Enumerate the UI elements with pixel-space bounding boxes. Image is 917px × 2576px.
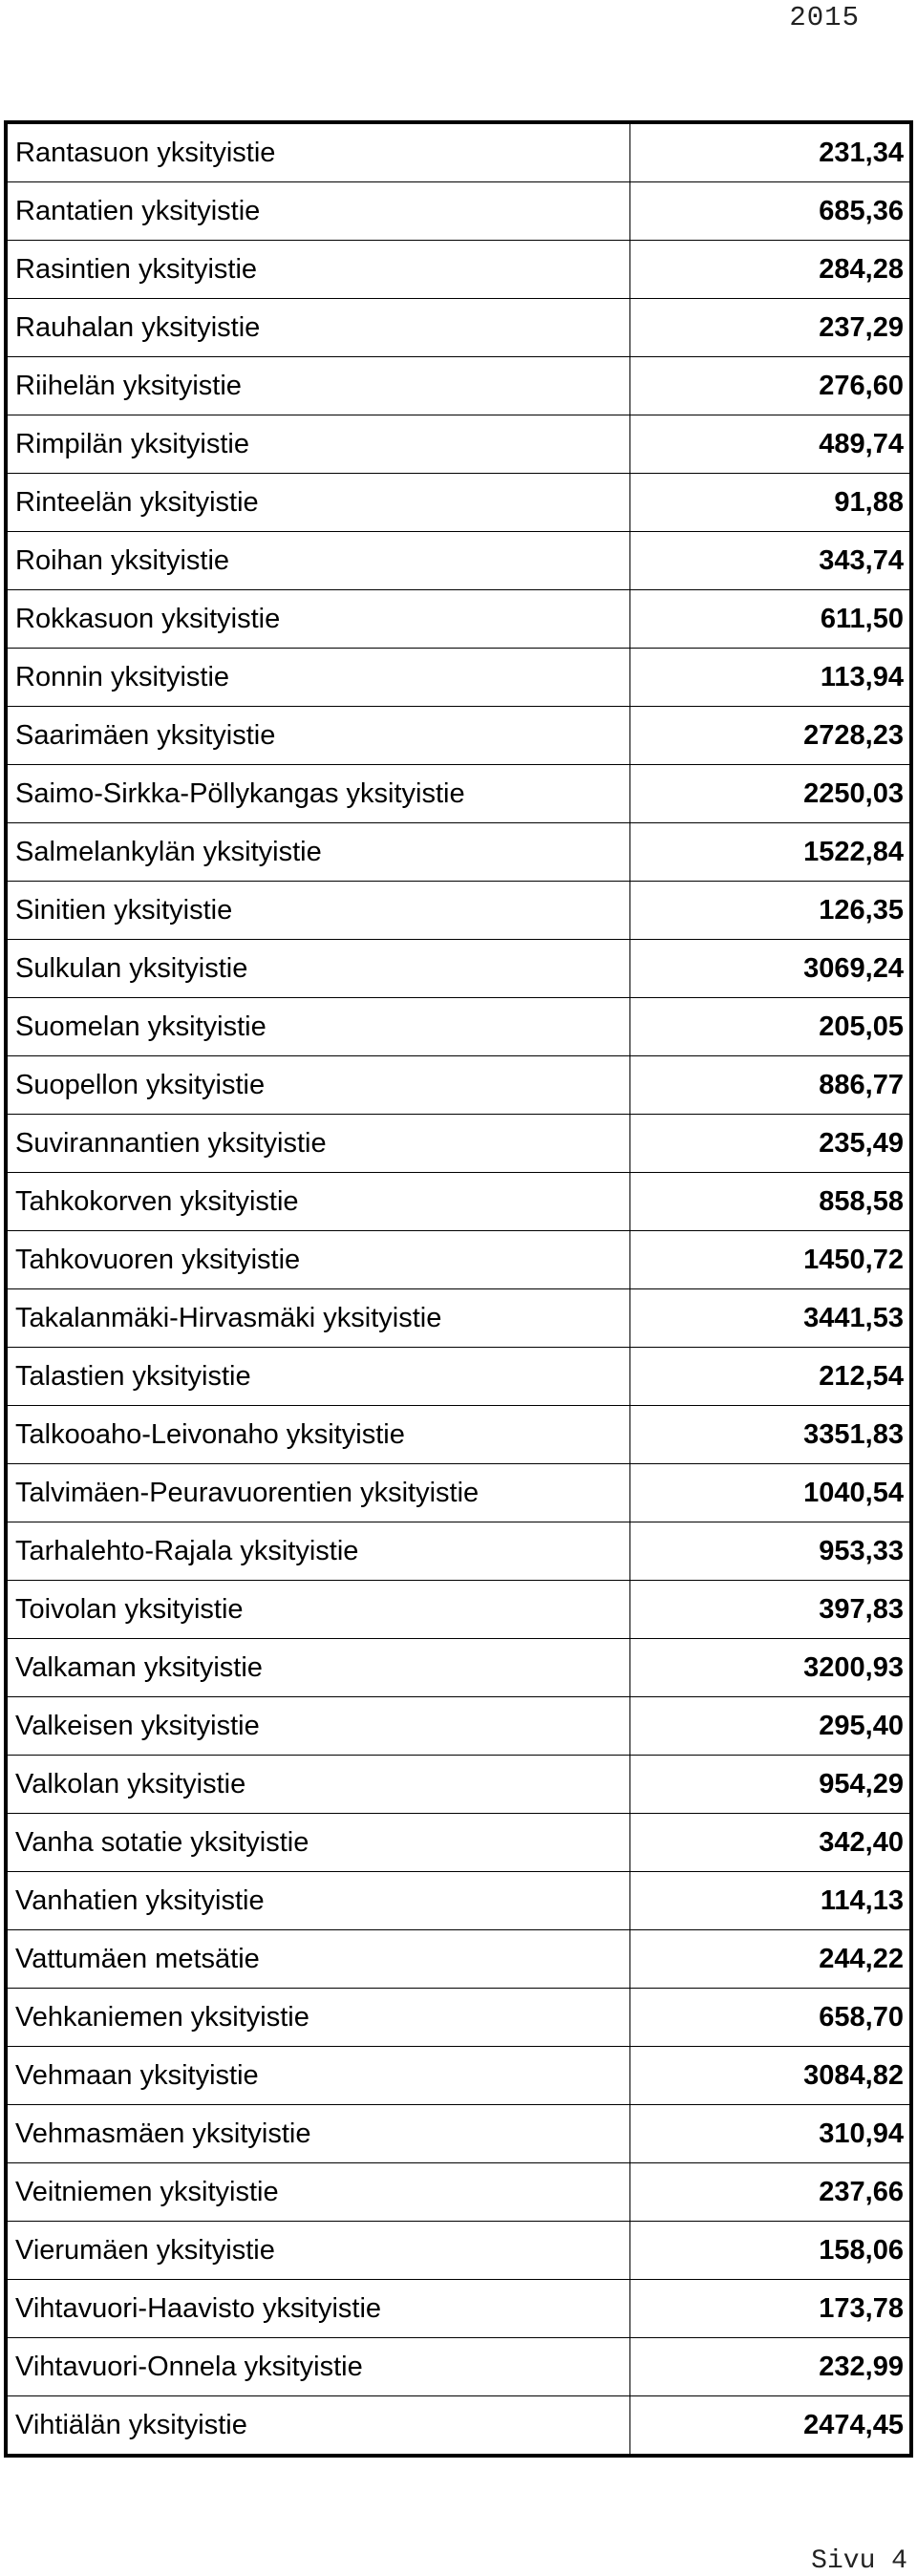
amount-cell: 276,60 (630, 357, 910, 415)
road-name-cell: Veitniemen yksityistie (8, 2163, 630, 2222)
table-row (8, 2163, 909, 2222)
amount-cell: 858,58 (630, 1173, 910, 1231)
road-name-cell: Talastien yksityistie (8, 1348, 630, 1406)
amount-cell: 954,29 (630, 1756, 910, 1814)
table-row (8, 124, 909, 182)
amount-cell: 158,06 (630, 2222, 910, 2280)
amount-cell: 3200,93 (630, 1639, 910, 1697)
table-row (8, 1756, 909, 1814)
table-row (8, 1814, 909, 1872)
road-grants-table (4, 120, 913, 2458)
road-name-cell: Vierumäen yksityistie (8, 2222, 630, 2280)
table-body (8, 124, 909, 2454)
table-row (8, 1930, 909, 1989)
amount-cell: 2250,03 (630, 765, 910, 823)
road-name-cell: Valkaman yksityistie (8, 1639, 630, 1697)
table-row (8, 1639, 909, 1697)
table-row (8, 1989, 909, 2047)
amount-cell: 91,88 (630, 474, 910, 532)
table-row (8, 182, 909, 241)
amount-cell: 284,28 (630, 241, 910, 299)
road-name-cell: Vehmaan yksityistie (8, 2047, 630, 2105)
amount-cell: 126,35 (630, 882, 910, 940)
amount-cell: 489,74 (630, 415, 910, 474)
road-name-cell: Ronnin yksityistie (8, 649, 630, 707)
road-name-cell: Salmelankylän yksityistie (8, 823, 630, 882)
table-row (8, 2280, 909, 2338)
table-row (8, 1464, 909, 1522)
table-row (8, 1231, 909, 1289)
road-name-cell: Rasintien yksityistie (8, 241, 630, 299)
amount-cell: 244,22 (630, 1930, 910, 1989)
amount-cell: 2474,45 (803, 2409, 904, 2440)
amount-cell: 235,49 (630, 1115, 910, 1173)
amount-cell: 212,54 (630, 1348, 910, 1406)
road-name-cell: Sinitien yksityistie (8, 882, 630, 940)
road-name-cell: Valkolan yksityistie (8, 1756, 630, 1814)
amount-cell: 310,94 (630, 2105, 910, 2163)
road-name-cell: Vanha sotatie yksityistie (8, 1814, 630, 1872)
amount-cell: 1450,72 (630, 1231, 910, 1289)
road-name-cell: Takalanmäki-Hirvasmäki yksityistie (8, 1289, 630, 1348)
table-row (8, 1406, 909, 1464)
amount-cell: 953,33 (630, 1522, 910, 1581)
amount-cell: 886,77 (630, 1056, 910, 1115)
table-row (8, 765, 909, 823)
road-name-cell: Suvirannantien yksityistie (8, 1115, 630, 1173)
road-name-cell: Vehmasmäen yksityistie (8, 2105, 630, 2163)
road-name-cell: Roihan yksityistie (8, 532, 630, 590)
table-row (8, 1348, 909, 1406)
table-row (8, 299, 909, 357)
amount-cell: 611,50 (630, 590, 910, 649)
amount-cell: 114,13 (630, 1872, 910, 1930)
table-row (8, 2047, 909, 2105)
amount-cell: 3351,83 (630, 1406, 910, 1464)
table-row (8, 1115, 909, 1173)
amount-cell: 397,83 (630, 1581, 910, 1639)
table-row (8, 2338, 909, 2396)
page-number: Sivu 4 (811, 2546, 907, 2576)
road-name-cell: Vehkaniemen yksityistie (8, 1989, 630, 2047)
amount-cell: 3069,24 (630, 940, 910, 998)
amount-cell: 205,05 (630, 998, 910, 1056)
road-name-cell: Rimpilän yksityistie (8, 415, 630, 474)
table-row (8, 823, 909, 882)
road-name-cell: Riihelän yksityistie (8, 357, 630, 415)
table-row (8, 2105, 909, 2163)
road-name-cell: Suopellon yksityistie (8, 1056, 630, 1115)
road-name-cell: Vihtavuori-Haavisto yksityistie (8, 2280, 630, 2338)
road-name-cell: Sulkulan yksityistie (8, 940, 630, 998)
road-name-cell: Valkeisen yksityistie (8, 1697, 630, 1756)
road-name-cell: Vattumäen metsätie (8, 1930, 630, 1989)
table-row (8, 2222, 909, 2280)
amount-cell: 237,66 (630, 2163, 910, 2222)
table-row (8, 707, 909, 765)
table-row (8, 2396, 909, 2455)
amount-cell: 173,78 (630, 2280, 910, 2338)
road-name-cell: Rantasuon yksityistie (8, 124, 630, 182)
table-row (8, 1697, 909, 1756)
table-row (8, 1289, 909, 1348)
amount-cell: 231,34 (630, 124, 910, 182)
amount-cell: 1522,84 (630, 823, 910, 882)
amount-cell: 232,99 (630, 2338, 910, 2396)
road-name-cell: Tahkovuoren yksityistie (8, 1231, 630, 1289)
table-row (8, 1056, 909, 1115)
road-name-cell: Vihtavuori-Onnela yksityistie (8, 2338, 630, 2396)
road-name-cell: Tarhalehto-Rajala yksityistie (8, 1522, 630, 1581)
road-name-cell: Rauhalan yksityistie (8, 299, 630, 357)
table-row (8, 649, 909, 707)
road-name-cell: Saimo-Sirkka-Pöllykangas yksityistie (8, 765, 630, 823)
road-name-cell: Rantatien yksityistie (8, 182, 630, 241)
amount-cell: 343,74 (630, 532, 910, 590)
table-row (8, 1872, 909, 1930)
road-name-cell: Tahkokorven yksityistie (8, 1173, 630, 1231)
table-row (8, 1173, 909, 1231)
amount-cell: 3084,82 (630, 2047, 910, 2105)
amount-cell: 658,70 (630, 1989, 910, 2047)
amount-cell: 1040,54 (630, 1464, 910, 1522)
table-row (8, 474, 909, 532)
road-name-cell: Suomelan yksityistie (8, 998, 630, 1056)
amount-cell: 237,29 (630, 299, 910, 357)
road-name-cell: Saarimäen yksityistie (8, 707, 630, 765)
table-row (8, 241, 909, 299)
amount-cell: 295,40 (630, 1697, 910, 1756)
table-row (8, 882, 909, 940)
road-name-cell: Talvimäen-Peuravuorentien yksityistie (8, 1464, 630, 1522)
table-row (8, 590, 909, 649)
table-row (8, 357, 909, 415)
amount-cell: 3441,53 (630, 1289, 910, 1348)
road-name-cell: Toivolan yksityistie (8, 1581, 630, 1639)
road-name-cell: Talkooaho-Leivonaho yksityistie (8, 1406, 630, 1464)
table-row (8, 1522, 909, 1581)
amount-cell: 685,36 (630, 182, 910, 241)
table-row (8, 998, 909, 1056)
page-year: 2015 (789, 2, 860, 33)
road-name-cell: Vanhatien yksityistie (8, 1872, 630, 1930)
amount-cell: 2728,23 (630, 707, 910, 765)
amount-cell: 113,94 (630, 649, 910, 707)
road-name-cell: Rokkasuon yksityistie (8, 590, 630, 649)
road-name-cell: Rinteelän yksityistie (8, 474, 630, 532)
road-name-cell: Vihtiälän yksityistie (8, 2396, 630, 2455)
table-row (8, 532, 909, 590)
table-row (8, 940, 909, 998)
amount-cell: 342,40 (630, 1814, 910, 1872)
table-row (8, 415, 909, 474)
table-row (8, 1581, 909, 1639)
